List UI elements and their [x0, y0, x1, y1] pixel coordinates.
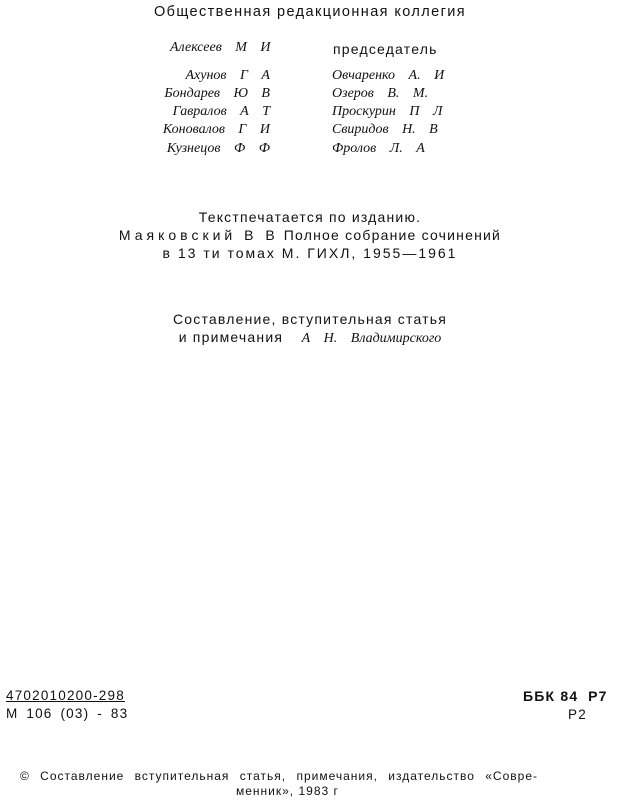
edition-title: Полное собрание сочинений: [283, 227, 502, 243]
edition-line-1: Текстпечатается по изданию.: [198, 209, 422, 225]
board-member: Проскурин П Л: [332, 104, 443, 119]
chairman-role: председатель: [333, 41, 438, 57]
board-member: Свиридов Н. В: [332, 122, 438, 137]
catalog-code-bottom: М 106 (03) - 83: [6, 706, 129, 721]
edition-author: Маяковский В В: [118, 227, 279, 243]
board-member: Фролов Л. А: [332, 141, 425, 156]
compilation-prefix: и примечания: [178, 329, 284, 345]
copyright-line-1: © Составление вступительная статья, примечания, издательство «Совре-: [20, 769, 538, 783]
board-member: Гавралов А Т: [172, 104, 270, 119]
catalog-code-top: 4702010200-298: [6, 688, 125, 703]
bbk-label: ББК 84: [523, 688, 579, 704]
compilation-line-2: [0, 329, 620, 347]
copyright-line-2: менник», 1983 г: [236, 784, 339, 798]
compilation-editor: А Н. Владимирского: [301, 331, 442, 346]
bbk-sub: Р2: [568, 707, 587, 722]
board-title: Общественная редакционная коллегия: [153, 4, 467, 20]
bbk-code: Р7: [588, 688, 608, 704]
compilation-line-1: Составление, вступительная статья: [172, 311, 448, 327]
edition-line-2: [0, 227, 620, 243]
board-member: Озеров В. М.: [332, 86, 429, 101]
board-member: Овчаренко А. И: [332, 68, 445, 83]
board-member: Коновалов Г И: [162, 122, 270, 137]
board-member: Бондарев Ю В: [164, 86, 270, 101]
chairman-name: Алексеев М И: [170, 40, 271, 55]
board-member: Кузнецов Ф Ф: [166, 141, 270, 156]
edition-line-3: в 13 ти томах М. ГИХЛ, 1955—1961: [162, 245, 458, 261]
board-member: Ахунов Г А: [185, 68, 270, 83]
bbk-index: [523, 688, 608, 704]
